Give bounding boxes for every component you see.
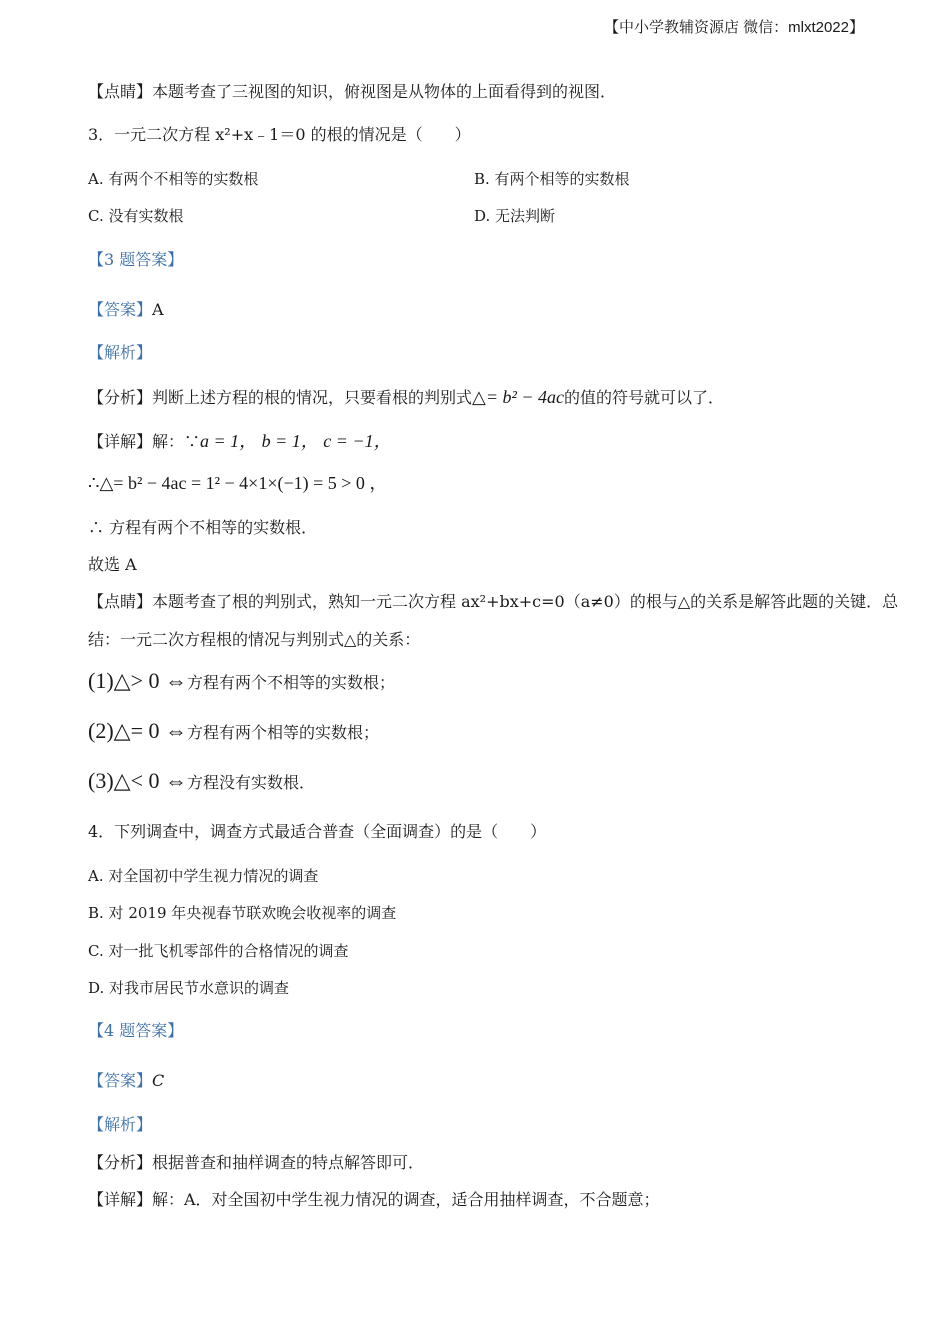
- q3-jiexi: 【解析】: [88, 343, 153, 362]
- answer-value: A: [152, 300, 164, 319]
- q3-answer-header: 【3 题答案】: [88, 250, 184, 269]
- q4-xiangjie: 【详解】解：A．对全国初中学生视力情况的调查，适合用抽样调查，不合题意；: [88, 1190, 660, 1209]
- case-1-text: 方程有两个不相等的实数根；: [186, 673, 395, 692]
- dianjing-prev: 【点睛】本题考查了三视图的知识，俯视图是从物体的上面看得到的视图．: [88, 82, 617, 101]
- q3-fenxi: [88, 386, 724, 409]
- q3-dianjing-line2: 结：一元二次方程根的情况与判别式△的关系：: [88, 630, 421, 649]
- q4-option-b: B. 对 2019 年央视春节联欢晚会收视率的调查: [88, 904, 397, 922]
- case-3-text: 方程没有实数根．: [186, 773, 315, 792]
- case-1-math: (1)△> 0 ⇔: [88, 668, 187, 693]
- q3-answer: [88, 299, 164, 321]
- q3-dianjing-line1: 【点睛】本题考查了根的判别式，熟知一元二次方程 ax²+bx+c=0（a≠0）的根与△的关系是解答此题的关键．总: [88, 592, 899, 611]
- answer-label: 【答案】: [88, 300, 153, 319]
- page-header: 【中小学教辅资源店 微信：mlxt2022】: [603, 19, 864, 36]
- q4-option-c: C. 对一批飞机零部件的合格情况的调查: [88, 942, 349, 960]
- answer-label: 【答案】: [88, 1071, 153, 1090]
- q3-option-a: A. 有两个不相等的实数根: [88, 170, 259, 188]
- coefficients: a = 1， b = 1， c = −1，: [200, 431, 392, 451]
- q3-case-1: [88, 670, 395, 694]
- q3-xiangjie: [88, 430, 392, 453]
- fenxi-text: 【分析】判断上述方程的根的情况，只要看根的判别式: [88, 388, 473, 407]
- q4-answer: [88, 1070, 164, 1092]
- q4-answer-header: 【4 题答案】: [88, 1021, 184, 1040]
- fenxi-text-end: 的值的符号就可以了．: [564, 388, 725, 407]
- q3-calculation: ∴△= b² − 4ac = 1² − 4×1×(−1) = 5 > 0 ，: [88, 473, 388, 493]
- q3-choose: 故选 A: [88, 555, 137, 574]
- case-2-text: 方程有两个相等的实数根；: [186, 723, 379, 742]
- question-3-stem: 3．一元二次方程 x²+x﹣1＝0 的根的情况是（ ）: [88, 125, 471, 144]
- q4-option-a: A. 对全国初中学生视力情况的调查: [88, 867, 319, 885]
- q4-jiexi: 【解析】: [88, 1115, 153, 1134]
- discriminant-formula: △= b² − 4ac: [472, 387, 565, 407]
- q3-option-c: C. 没有实数根: [88, 207, 184, 225]
- q3-case-3: [88, 770, 315, 794]
- q3-option-d: D. 无法判断: [474, 207, 556, 225]
- xiangjie-label: 【详解】解：∵: [88, 432, 201, 451]
- case-3-math: (3)△< 0 ⇔: [88, 768, 187, 793]
- answer-value: C: [152, 1071, 165, 1090]
- case-2-math: (2)△= 0 ⇔: [88, 718, 187, 743]
- q3-option-b: B. 有两个相等的实数根: [474, 170, 630, 188]
- q3-conclusion: ∴ 方程有两个不相等的实数根．: [88, 518, 318, 537]
- q4-option-d: D. 对我市居民节水意识的调查: [88, 979, 290, 997]
- q3-case-2: [88, 720, 379, 744]
- question-4-stem: 4．下列调查中，调查方式最适合普查（全面调查）的是（ ）: [88, 822, 547, 841]
- q4-fenxi: 【分析】根据普查和抽样调查的特点解答即可．: [88, 1153, 425, 1172]
